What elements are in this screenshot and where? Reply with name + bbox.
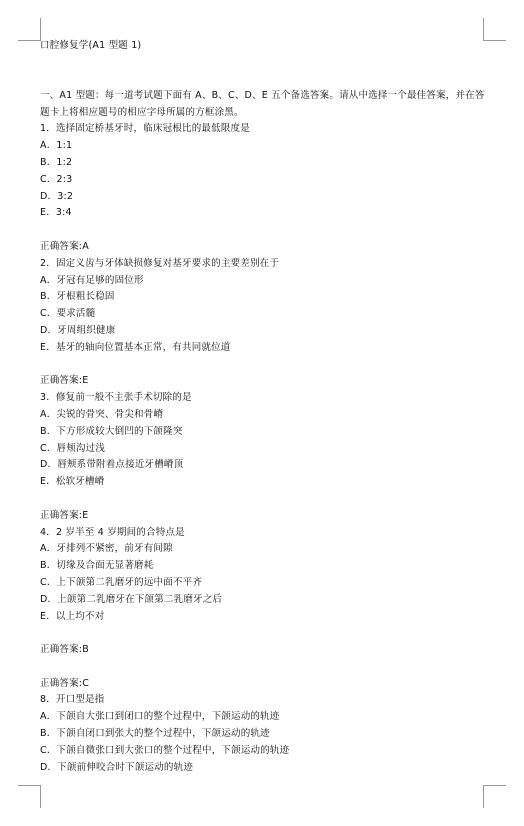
option-e: E．以上均不对 bbox=[40, 610, 105, 622]
question-block bbox=[40, 692, 488, 776]
option-a: A．牙冠有足够的固位形 bbox=[40, 274, 144, 286]
question-block bbox=[40, 121, 488, 255]
question-stem: 3．修复前一般不主张手术切除的是 bbox=[40, 392, 192, 404]
option-e: E．基牙的轴向位置基本正常，有共同就位道 bbox=[40, 341, 231, 353]
option-e: E．3:4 bbox=[40, 207, 72, 219]
page-corner-mark-top-left bbox=[18, 18, 41, 41]
option-c: C．下颌自微张口到大张口的整个过程中，下颌运动的轨迹 bbox=[40, 744, 290, 756]
spacer bbox=[40, 659, 488, 676]
option-d: D．牙周组织健康 bbox=[40, 324, 116, 336]
page-corner-mark-bottom-left bbox=[18, 785, 41, 808]
question-block bbox=[40, 525, 488, 659]
option-d: D．唇颊系带附着点接近牙槽嵴顶 bbox=[40, 459, 184, 471]
option-c: C．要求活髓 bbox=[40, 308, 96, 320]
question-block bbox=[40, 256, 488, 390]
spacer bbox=[40, 222, 488, 239]
document-title: 口腔修复学(A1 型题 1) bbox=[40, 40, 142, 51]
option-b: B．1:2 bbox=[40, 156, 73, 168]
question-stem: 1．选择固定桥基牙时，临床冠根比的最低限度是 bbox=[40, 123, 250, 135]
option-b: B．下颌自闭口到张大的整个过程中，下颌运动的轨迹 bbox=[40, 728, 270, 740]
option-c: C．上下颌第二乳磨牙的远中面不平齐 bbox=[40, 576, 203, 588]
option-a: A．1:1 bbox=[40, 140, 73, 152]
section-intro: 一、A1 型题：每一道考试题下面有 A、B、C、D、E 五个备选答案。请从中选择一个最佳答案，并在答题卡上将相应题号的相应字母所属的方框涂黑。 bbox=[40, 89, 485, 118]
spacer bbox=[40, 625, 488, 642]
spacer bbox=[40, 491, 488, 508]
option-c: C．2:3 bbox=[40, 173, 73, 185]
option-d: D．下颌前伸咬合时下颌运动的轨迹 bbox=[40, 761, 194, 773]
question-stem: 4．2 岁半至 4 岁期间的合特点是 bbox=[40, 526, 185, 538]
option-c: C．唇颊沟过浅 bbox=[40, 442, 106, 454]
spacer bbox=[40, 357, 488, 374]
page-corner-mark-bottom-right bbox=[483, 785, 506, 808]
option-a: A．下颌自大张口到闭口的整个过程中，下颌运动的轨迹 bbox=[40, 711, 280, 723]
question-stem: 8．开口型是指 bbox=[40, 694, 105, 706]
answer-line: 正确答案:E bbox=[40, 509, 89, 521]
option-b: B．下方形成较大倒凹的下颌隆突 bbox=[40, 425, 183, 437]
option-b: B．切缘及合面无显著磨耗 bbox=[40, 560, 154, 572]
answer-line: 正确答案:C bbox=[40, 677, 90, 689]
option-e: E．松软牙槽嵴 bbox=[40, 476, 105, 488]
option-b: B．牙根粗长稳固 bbox=[40, 291, 115, 303]
option-d: D．3:2 bbox=[40, 190, 74, 202]
document-body bbox=[40, 38, 488, 776]
answer-line: 正确答案:A bbox=[40, 240, 89, 252]
option-d: D．上颌第二乳磨牙在下颌第二乳磨牙之后 bbox=[40, 593, 223, 605]
option-a: A．尖锐的骨突、骨尖和骨嵴 bbox=[40, 408, 164, 420]
option-a: A．牙排列不紧密，前牙有间隙 bbox=[40, 543, 173, 555]
answer-line: 正确答案:B bbox=[40, 644, 89, 656]
answer-line: 正确答案:E bbox=[40, 375, 89, 387]
question-stem: 2．固定义齿与牙体缺损修复对基牙要求的主要差别在于 bbox=[40, 257, 280, 269]
question-block bbox=[40, 390, 488, 524]
